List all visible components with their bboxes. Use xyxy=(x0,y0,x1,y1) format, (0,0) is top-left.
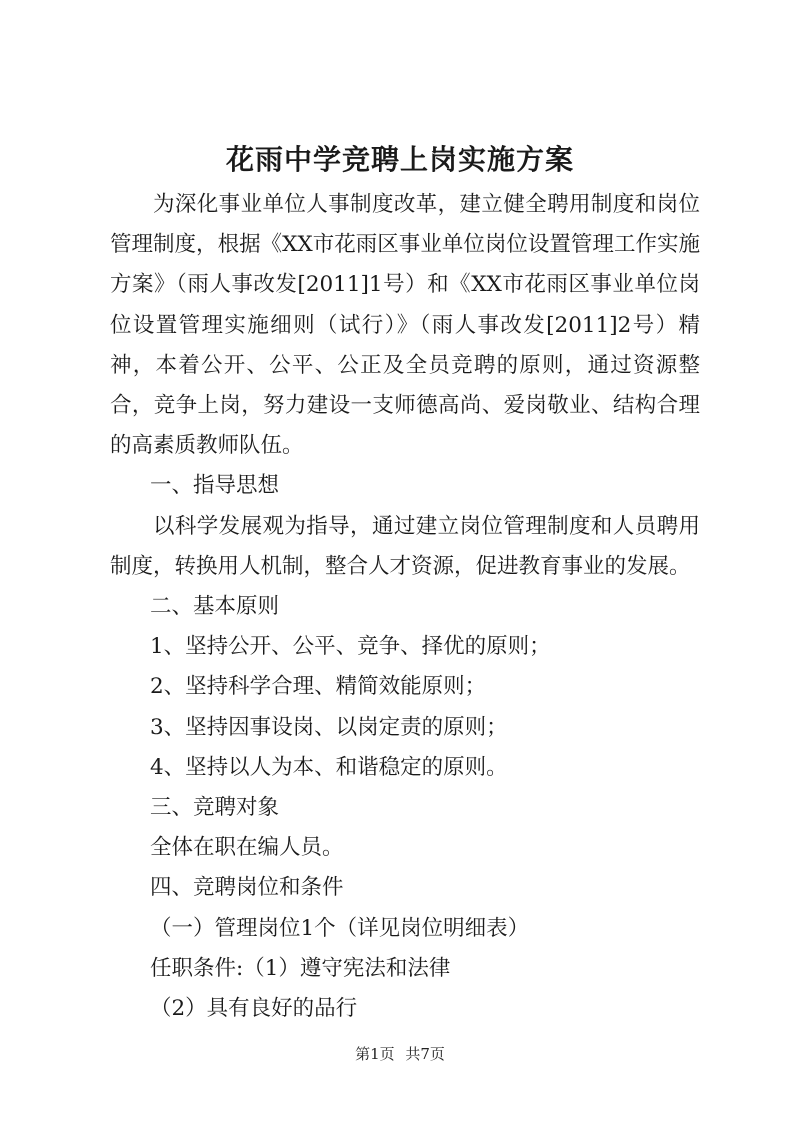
page-number: 第1页 xyxy=(355,1045,395,1063)
principle-item: 3、坚持因事设岗、以岗定责的原则； xyxy=(150,714,508,740)
guiding-thought-paragraph: 以科学发展观为指导，通过建立岗位管理制度和人员聘用制度，转换用人机制，整合人才资源，促进教育事业的发展。 xyxy=(110,513,700,579)
intro-paragraph: 为深化事业单位人事制度改革，建立健全聘用制度和岗位管理制度，根据《XX市花雨区事业单位岗位设置管理工作实施方案》（雨人事改发[2011]1号）和《XX市花雨区事业单位岗位设置管理实施细则（试行）》（雨人事改发[2011]2号）精神，本着公开、公平、公正及全员竞聘的原则，通过资源整合，竞争上岗，努力建设一支师德高尚、爱岗敬业、结构合理的高素质教师队伍。 xyxy=(110,192,700,459)
conditions-line: 任职条件:（1）遵守宪法和法律 xyxy=(150,955,451,981)
page-footer xyxy=(0,1043,800,1064)
principle-item: 1、坚持公开、公平、竞争、择优的原则； xyxy=(150,634,551,660)
section-heading-basic-principles: 二、基本原则 xyxy=(150,594,280,620)
condition-item: （2）具有良好的品行 xyxy=(150,996,358,1022)
section-heading-candidates: 三、竞聘对象 xyxy=(150,795,280,821)
document-body xyxy=(110,185,700,1029)
principle-item: 4、坚持以人为本、和谐稳定的原则。 xyxy=(150,754,508,780)
section-heading-guiding-thought: 一、指导思想 xyxy=(150,473,280,499)
candidates-text: 全体在职在编人员。 xyxy=(150,835,344,861)
management-post-line: （一）管理岗位1个（详见岗位明细表） xyxy=(150,915,530,941)
principle-item: 2、坚持科学合理、精简效能原则； xyxy=(150,674,487,700)
document-title: 花雨中学竞聘上岗实施方案 xyxy=(225,143,574,176)
page-total: 共7页 xyxy=(405,1045,445,1063)
section-heading-posts-conditions: 四、竞聘岗位和条件 xyxy=(150,875,344,901)
